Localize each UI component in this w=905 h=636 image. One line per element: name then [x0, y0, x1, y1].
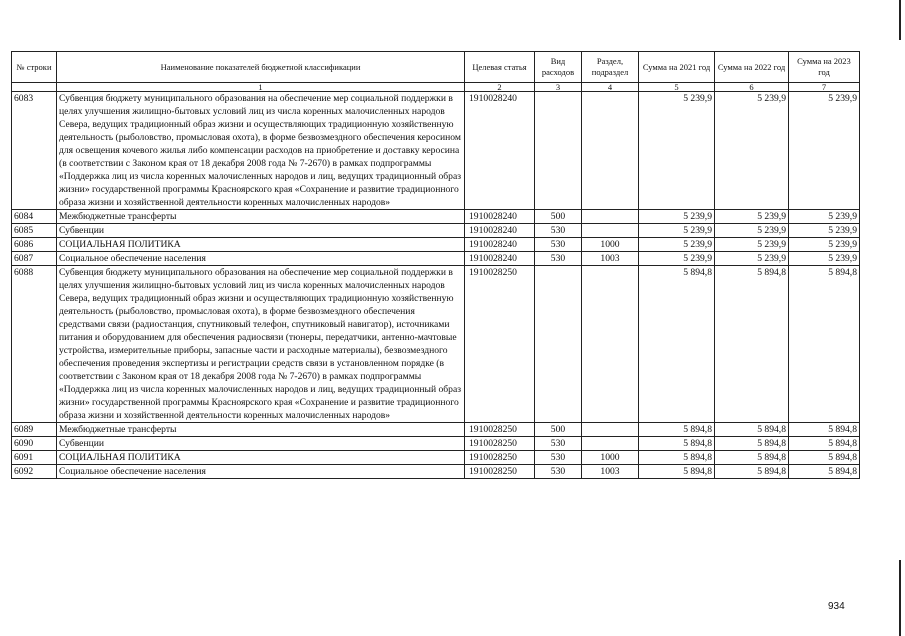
header-row: [12, 52, 860, 83]
row-name: Субвенция бюджету муниципального образования на обеспечение мер социальной поддержки в целях улучшения жилищно-бытовых условий лиц из числа коренных малочисленных народов Севера, ведущих традиционный образ жизни и осуществляющих традиционную хозяйственную деятельность (рыболовство, промысловая охота), в форме безвозмездного обеспечения средствами связи (радиостанция, спутниковый телефон, спутниковый навигатор), источниками питания и оборудованием для обеспечения радиосвязи (тюнеры, передатчики, антенно-мачтовые устройства, измерительные приборы, запасные части и расходные материалы), безвозмездного обеспечения проведения экспертизы и регистрации средств связи в установленном порядке (в соответствии с Законом края от 18 декабря 2008 года № 7-2670) в рамках подпрограммы «Поддержка лиц из числа коренных малочисленных народов и лиц, ведущих традиционный образ жизни» государственной программы Красноярского края «Сохранение и развитие традиционного образа жизни и хозяйственной деятельности коренных малочисленных народов»: [57, 266, 465, 423]
row-sum-2023: 5 894,8: [789, 437, 860, 451]
header-vid: Вид расходов: [535, 52, 582, 83]
row-name: Социальное обеспечение населения: [57, 252, 465, 266]
row-name: Социальное обеспечение населения: [57, 465, 465, 479]
column-number: 1: [57, 83, 465, 92]
column-number: 7: [789, 83, 860, 92]
table-row: [12, 423, 860, 437]
row-name: СОЦИАЛЬНАЯ ПОЛИТИКА: [57, 451, 465, 465]
budget-table-container: [11, 51, 859, 479]
row-razdel: [582, 266, 639, 423]
column-number: 5: [639, 83, 715, 92]
row-vid: 500: [535, 423, 582, 437]
row-name: СОЦИАЛЬНАЯ ПОЛИТИКА: [57, 238, 465, 252]
row-target-code: 1910028240: [465, 210, 535, 224]
row-sum-2023: 5 239,9: [789, 210, 860, 224]
row-razdel: [582, 437, 639, 451]
table-row: [12, 266, 860, 423]
row-sum-2022: 5 239,9: [715, 224, 789, 238]
row-razdel: 1003: [582, 252, 639, 266]
row-sum-2023: 5 239,9: [789, 224, 860, 238]
row-number: 6087: [12, 252, 57, 266]
row-number: 6085: [12, 224, 57, 238]
header-sum-2022: Сумма на 2022 год: [715, 52, 789, 83]
row-sum-2021: 5 239,9: [639, 252, 715, 266]
header-razdel: Раздел, подраздел: [582, 52, 639, 83]
row-target-code: 1910028250: [465, 451, 535, 465]
row-razdel: [582, 423, 639, 437]
scan-edge-line: [899, 0, 901, 40]
row-sum-2023: 5 239,9: [789, 252, 860, 266]
row-name: Субвенция бюджету муниципального образования на обеспечение мер социальной поддержки в целях улучшения жилищно-бытовых условий лиц из числа коренных малочисленных народов Севера, ведущих традиционный образ жизни и осуществляющих традиционную хозяйственную деятельность (рыболовство, промысловая охота), в форме безвозмездного обеспечения керосином для освещения кочевого жилья либо компенсации расходов на приобретение и доставку керосина (в соответствии с Законом края от 18 декабря 2008 года № 7-2670) в рамках подпрограммы «Поддержка лиц из числа коренных малочисленных народов и лиц, ведущих традиционный образ жизни» государственной программы Красноярского края «Сохранение и развитие традиционного образа жизни и хозяйственной деятельности коренных малочисленных народов»: [57, 92, 465, 210]
header-sum-2021: Сумма на 2021 год: [639, 52, 715, 83]
row-number: 6086: [12, 238, 57, 252]
row-sum-2022: 5 894,8: [715, 451, 789, 465]
row-number: 6092: [12, 465, 57, 479]
row-sum-2022: 5 894,8: [715, 423, 789, 437]
row-razdel: [582, 224, 639, 238]
row-sum-2022: 5 239,9: [715, 92, 789, 210]
row-sum-2021: 5 239,9: [639, 224, 715, 238]
column-number: 6: [715, 83, 789, 92]
row-vid: 530: [535, 252, 582, 266]
row-sum-2021: 5 894,8: [639, 423, 715, 437]
row-vid: 530: [535, 465, 582, 479]
row-vid: [535, 266, 582, 423]
row-target-code: 1910028250: [465, 423, 535, 437]
table-row: [12, 465, 860, 479]
header-row-no: № строки: [12, 52, 57, 83]
column-number: 4: [582, 83, 639, 92]
row-sum-2022: 5 894,8: [715, 465, 789, 479]
row-vid: 530: [535, 238, 582, 252]
row-sum-2022: 5 239,9: [715, 252, 789, 266]
row-razdel: [582, 210, 639, 224]
row-target-code: 1910028240: [465, 238, 535, 252]
row-sum-2022: 5 239,9: [715, 238, 789, 252]
row-name: Межбюджетные трансферты: [57, 423, 465, 437]
budget-table: [11, 51, 860, 479]
row-sum-2021: 5 239,9: [639, 92, 715, 210]
table-row: [12, 451, 860, 465]
row-number: 6090: [12, 437, 57, 451]
row-target-code: 1910028250: [465, 266, 535, 423]
row-target-code: 1910028240: [465, 92, 535, 210]
table-row: [12, 252, 860, 266]
row-sum-2022: 5 894,8: [715, 437, 789, 451]
row-razdel: [582, 92, 639, 210]
row-sum-2023: 5 894,8: [789, 423, 860, 437]
row-razdel: 1000: [582, 451, 639, 465]
row-sum-2021: 5 894,8: [639, 465, 715, 479]
row-name: Субвенции: [57, 437, 465, 451]
row-sum-2021: 5 239,9: [639, 238, 715, 252]
row-sum-2021: 5 894,8: [639, 451, 715, 465]
column-number: [12, 83, 57, 92]
row-sum-2021: 5 894,8: [639, 266, 715, 423]
header-sum-2023: Сумма на 2023 год: [789, 52, 860, 83]
page-number: 934: [828, 601, 845, 612]
row-sum-2021: 5 239,9: [639, 210, 715, 224]
row-target-code: 1910028240: [465, 252, 535, 266]
table-row: [12, 224, 860, 238]
row-sum-2022: 5 894,8: [715, 266, 789, 423]
row-target-code: 1910028250: [465, 437, 535, 451]
row-sum-2023: 5 239,9: [789, 92, 860, 210]
row-number: 6084: [12, 210, 57, 224]
row-vid: 500: [535, 210, 582, 224]
header-name: Наименование показателей бюджетной классификации: [57, 52, 465, 83]
column-number: 2: [465, 83, 535, 92]
table-row: [12, 437, 860, 451]
row-sum-2023: 5 894,8: [789, 465, 860, 479]
row-vid: 530: [535, 224, 582, 238]
row-target-code: 1910028240: [465, 224, 535, 238]
row-number: 6088: [12, 266, 57, 423]
row-vid: [535, 92, 582, 210]
row-razdel: 1000: [582, 238, 639, 252]
row-sum-2021: 5 894,8: [639, 437, 715, 451]
row-vid: 530: [535, 437, 582, 451]
table-row: [12, 238, 860, 252]
table-row: [12, 210, 860, 224]
row-sum-2023: 5 894,8: [789, 451, 860, 465]
row-sum-2023: 5 239,9: [789, 238, 860, 252]
row-name: Субвенции: [57, 224, 465, 238]
row-number: 6091: [12, 451, 57, 465]
table-row: [12, 92, 860, 210]
column-number: 3: [535, 83, 582, 92]
header-target: Целевая статья: [465, 52, 535, 83]
column-number-row: [12, 83, 860, 92]
row-sum-2022: 5 239,9: [715, 210, 789, 224]
row-target-code: 1910028250: [465, 465, 535, 479]
row-name: Межбюджетные трансферты: [57, 210, 465, 224]
row-sum-2023: 5 894,8: [789, 266, 860, 423]
row-vid: 530: [535, 451, 582, 465]
row-number: 6083: [12, 92, 57, 210]
row-number: 6089: [12, 423, 57, 437]
row-razdel: 1003: [582, 465, 639, 479]
scan-edge-line: [899, 560, 901, 636]
